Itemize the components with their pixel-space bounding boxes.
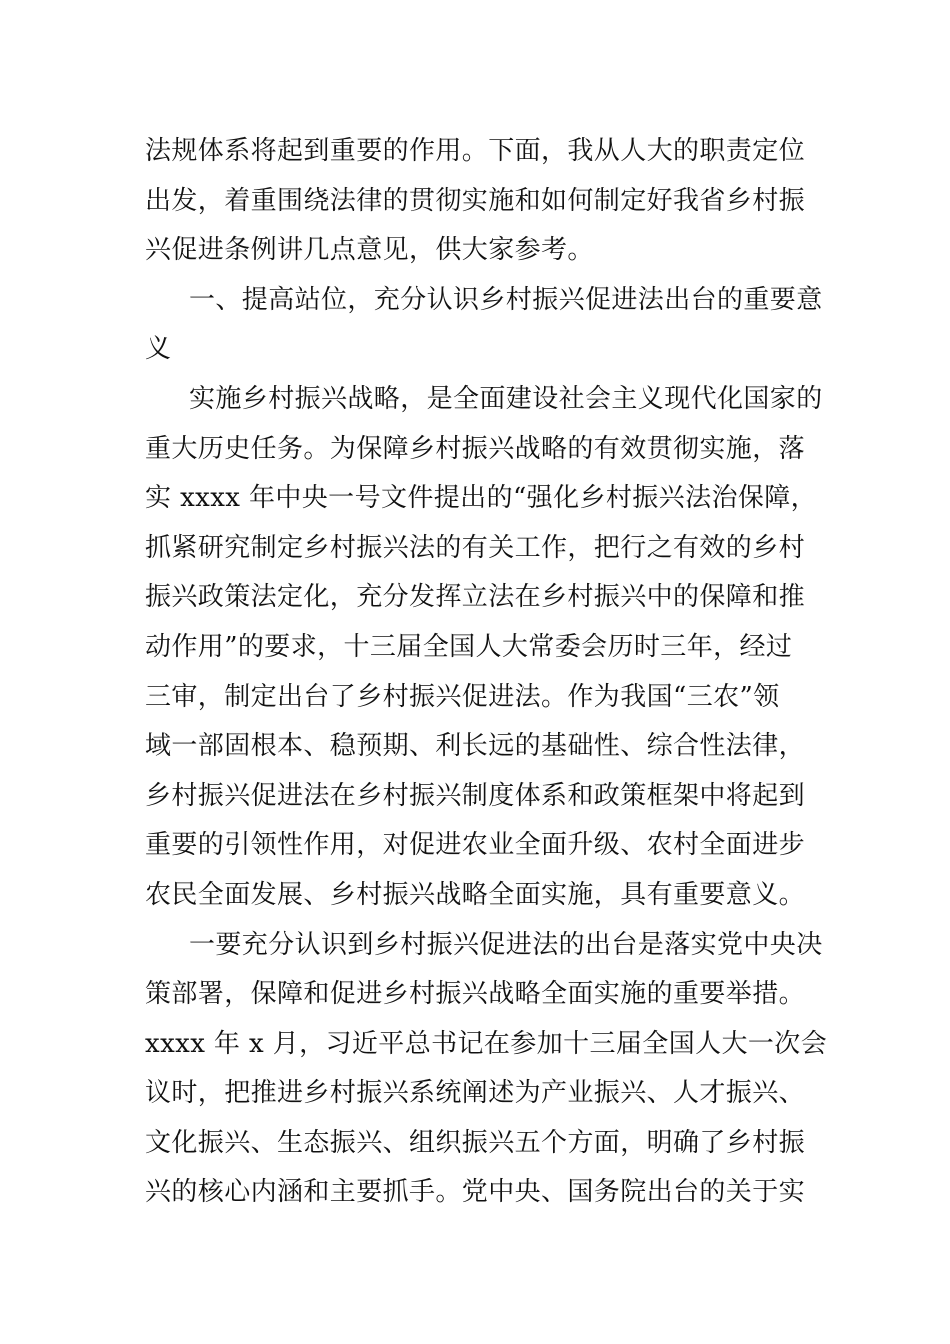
text-line: 文化振兴、生态振兴、组织振兴五个方面，明确了乡村振 (145, 1127, 806, 1158)
section-heading: 一、提高站位，充分认识乡村振兴促进法出台的重要意 (189, 284, 823, 315)
text-line: 三审，制定出台了乡村振兴促进法。作为我国“三农”领 (145, 681, 780, 712)
text-line: 农民全面发展、乡村振兴战略全面实施，具有重要意义。 (145, 879, 806, 910)
text-line: 域一部固根本、稳预期、利长远的基础性、综合性法律， (145, 731, 806, 762)
text-line: 重大历史任务。为保障乡村振兴战略的有效贯彻实施，落 (145, 433, 806, 464)
text-line: 兴促进条例讲几点意见，供大家参考。 (145, 235, 594, 266)
text-line: 策部署，保障和促进乡村振兴战略全面实施的重要举措。 (145, 979, 806, 1010)
text-line: 动作用”的要求，十三届全国人大常委会历时三年，经过 (145, 631, 793, 662)
text-line: 抓紧研究制定乡村振兴法的有关工作，把行之有效的乡村 (145, 532, 806, 563)
section-heading-continuation: 义 (145, 334, 172, 365)
paragraph-start: 一要充分认识到乡村振兴促进法的出台是落实党中央决 (189, 929, 823, 960)
text-line: 兴的核心内涵和主要抓手。党中央、国务院出台的关于实 (145, 1177, 806, 1208)
text-line: 议时，把推进乡村振兴系统阐述为产业振兴、人才振兴、 (145, 1078, 806, 1109)
text-line: xxxx 年 x 月，习近平总书记在参加十三届全国人大一次会 (145, 1028, 828, 1059)
text-line: 乡村振兴促进法在乡村振兴制度体系和政策框架中将起到 (145, 780, 806, 811)
text-line: 法规体系将起到重要的作用。下面，我从人大的职责定位 (145, 136, 806, 166)
text-line: 出发，着重围绕法律的贯彻实施和如何制定好我省乡村振 (145, 185, 806, 216)
paragraph-start: 实施乡村振兴战略，是全面建设社会主义现代化国家的 (189, 383, 823, 414)
document-body (145, 127, 828, 1218)
text-line: 实 xxxx 年中央一号文件提出的“强化乡村振兴法治保障， (145, 483, 818, 514)
text-line: 振兴政策法定化，充分发挥立法在乡村振兴中的保障和推 (145, 582, 806, 613)
text-line: 重要的引领性作用，对促进农业全面升级、农村全面进步 (145, 830, 806, 861)
